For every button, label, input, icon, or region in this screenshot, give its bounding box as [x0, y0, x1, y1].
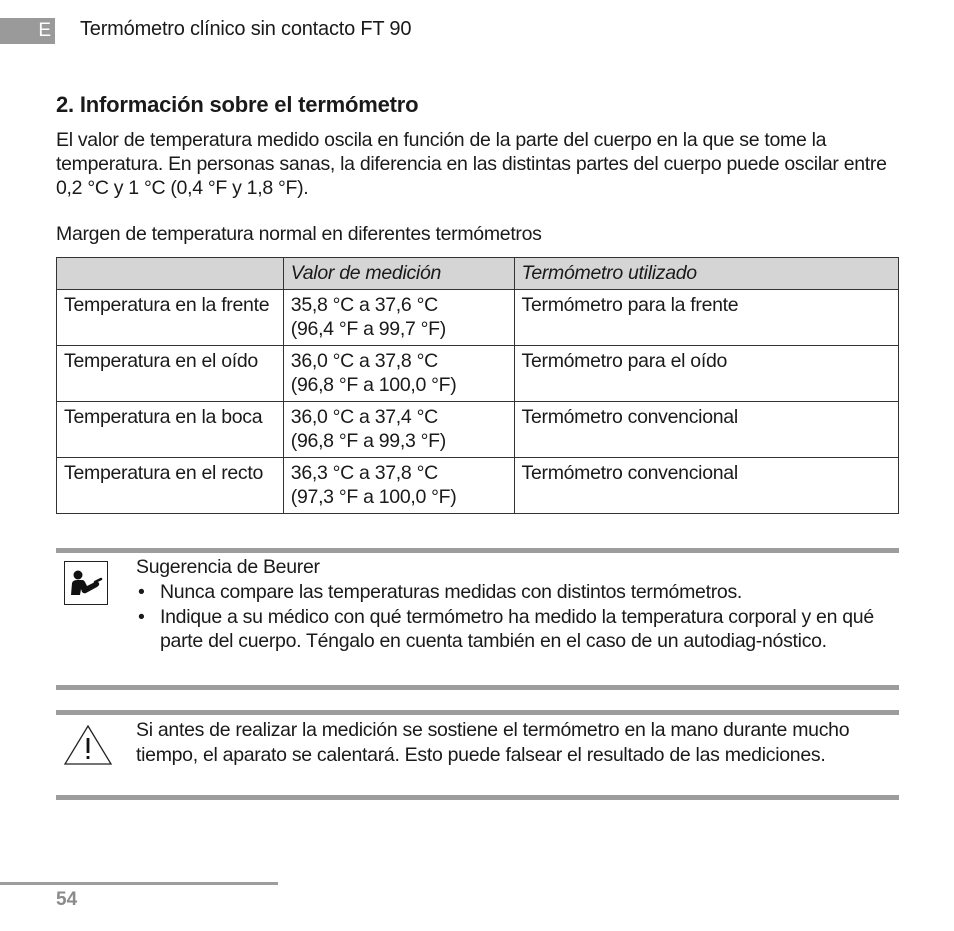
range-fahrenheit: (96,8 °F a 100,0 °F) [290, 374, 457, 396]
thermometer-type-cell: Termómetro convencional [514, 402, 899, 458]
page-number: 54 [56, 889, 78, 910]
table-row [57, 346, 899, 402]
warning-bottom-rule [56, 795, 899, 800]
language-tab [0, 18, 55, 44]
body-site-cell: Temperatura en la boca [57, 402, 284, 458]
table-header-row [57, 258, 899, 290]
measurement-range-cell [283, 346, 514, 402]
measurement-range-cell [283, 458, 514, 514]
language-tab-label: E [38, 20, 51, 41]
table-header-cell: Valor de medición [283, 258, 514, 290]
thermometer-type-cell: Termómetro para el oído [514, 346, 899, 402]
body-site-cell: Temperatura en la frente [57, 290, 284, 346]
table-row [57, 402, 899, 458]
range-fahrenheit: (96,4 °F a 99,7 °F) [290, 318, 446, 340]
table-row [57, 290, 899, 346]
document-header-title: Termómetro clínico sin contacto FT 90 [80, 18, 412, 40]
footer-rule [0, 882, 278, 885]
temperature-range-table [56, 257, 899, 514]
range-fahrenheit: (96,8 °F a 99,3 °F) [290, 430, 446, 452]
tip-item-text: Nunca compare las temperaturas medidas con distintos termómetros. [160, 581, 743, 603]
table-header-cell: Termómetro utilizado [514, 258, 899, 290]
range-celsius: 35,8 °C a 37,6 °C [290, 294, 438, 316]
tip-title: Sugerencia de Beurer [136, 556, 320, 578]
range-celsius: 36,0 °C a 37,8 °C [290, 350, 438, 372]
bullet-icon: • [138, 581, 145, 603]
body-site-cell: Temperatura en el recto [57, 458, 284, 514]
table-caption: Margen de temperatura normal en diferentes termómetros [56, 223, 542, 245]
tip-item-text: Indique a su médico con qué termómetro ha medido la temperatura corporal y en qué parte del cuerpo. Téngalo en cuenta también en el caso de un autodiag-nóstico. [160, 605, 874, 652]
list-item [136, 605, 896, 654]
range-fahrenheit: (97,3 °F a 100,0 °F) [290, 486, 457, 508]
pointing-hand-icon [64, 561, 108, 605]
tip-bottom-rule [56, 685, 899, 690]
thermometer-type-cell: Termómetro convencional [514, 458, 899, 514]
tip-list [136, 580, 896, 654]
tip-top-rule [56, 548, 899, 553]
range-celsius: 36,3 °C a 37,8 °C [290, 462, 438, 484]
table-header-cell [57, 258, 284, 290]
thermometer-type-cell: Termómetro para la frente [514, 290, 899, 346]
warning-text: Si antes de realizar la medición se sostiene el termómetro en la mano durante mucho tiempo, el aparato se calentará. Esto puede falsear el resultado de las mediciones. [136, 719, 850, 766]
measurement-range-cell [283, 402, 514, 458]
measurement-range-cell [283, 290, 514, 346]
body-site-cell: Temperatura en el oído [57, 346, 284, 402]
warning-top-rule [56, 710, 899, 715]
intro-paragraph: El valor de temperatura medido oscila en función de la parte del cuerpo en la que se tome la temperatura. En personas sanas, la diferencia en las distintas partes del cuerpo puede oscilar entre 0,2 °C y 1 °C (0,4 °F y 1,8 °F). [56, 129, 887, 199]
range-celsius: 36,0 °C a 37,4 °C [290, 406, 438, 428]
warning-triangle-icon [63, 724, 113, 766]
table-row [57, 458, 899, 514]
list-item [136, 580, 896, 605]
bullet-icon: • [138, 605, 145, 628]
section-title: 2. Información sobre el termómetro [56, 92, 419, 117]
